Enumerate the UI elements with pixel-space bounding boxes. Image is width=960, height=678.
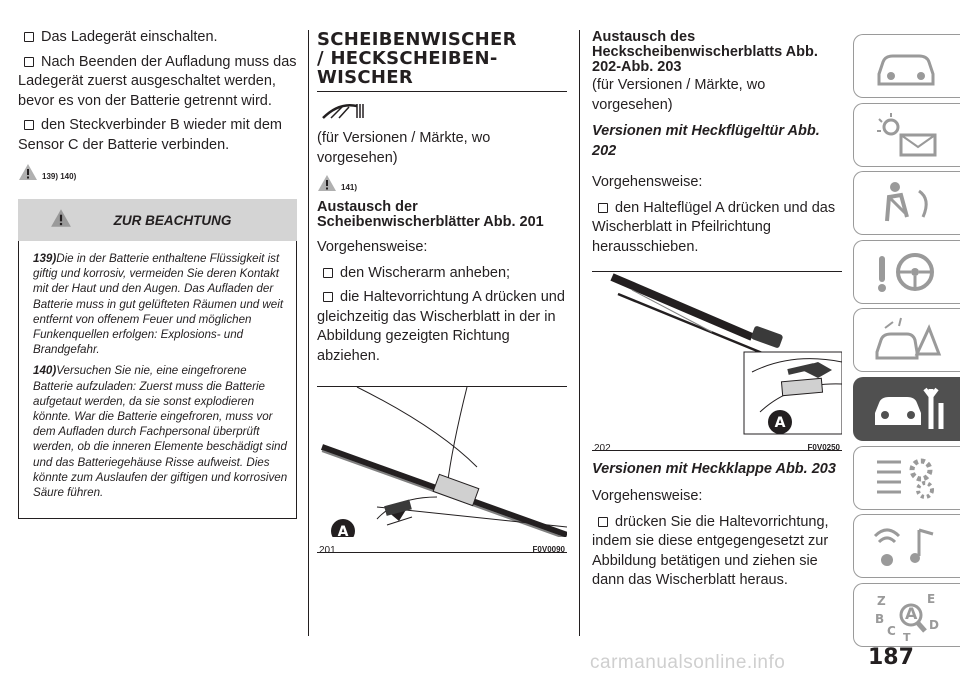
- index-letter: A: [905, 603, 918, 623]
- accident-icon: [869, 314, 945, 366]
- warning-triangle-icon: [317, 174, 337, 192]
- checkbox-bullet-icon: [598, 203, 608, 213]
- tab-safety[interactable]: [853, 171, 960, 235]
- index-letter: C: [887, 623, 896, 638]
- subheading-tailgate: Versionen mit Heckklappe Abb. 203: [592, 461, 836, 477]
- warning-triangle-icon: [18, 163, 38, 181]
- tab-starting-driving[interactable]: [853, 240, 960, 304]
- note-139: 139)Die in der Batterie enthaltene Flüssigkeit ist giftig und korrosiv, vermeiden Sie deren Kontakt mit der Haut und den Augen. Das Aufladen der Batterie muss in gut gelüfteten Räumen und weit entfernt von offenem Feuer und möglichen Funkenquellen erfolgen: Explosions- und Brandgefahr.: [33, 252, 284, 357]
- column-battery-charging: [18, 28, 297, 519]
- figure-caption: 201 F0V0090: [319, 545, 565, 556]
- bullet-item: die Haltevorrichtung A drücken und gleichzeitig das Wischerblatt in der in Abbildung gezeigten Richtung abziehen.: [317, 289, 565, 364]
- warning-lights-icon: [869, 109, 945, 161]
- tab-emergency[interactable]: [853, 308, 960, 372]
- steering-wheel-icon: [869, 246, 945, 298]
- bullet-item: den Steckverbinder B wieder mit dem Sensor C der Batterie verbinden.: [18, 117, 282, 153]
- bullet-item: Nach Beenden der Aufladung muss das Ladegerät zuerst ausgeschaltet werden, bevor es von der Batterie getrennt wird.: [18, 53, 297, 109]
- figure-202: [592, 271, 842, 454]
- watermark: carmanualsonline.info: [590, 652, 786, 673]
- note-box: [18, 241, 297, 519]
- checkbox-bullet-icon: [24, 57, 34, 67]
- chapter-tabs: [853, 34, 960, 651]
- checkbox-bullet-icon: [323, 292, 333, 302]
- gears-icon: [869, 452, 945, 504]
- tab-technical-data[interactable]: [853, 446, 960, 510]
- bullet-item: drücken Sie die Haltevorrichtung, indem sie diese entgegengesetzt zur Abbildung betätigen und ziehen sie dann das Wischerblatt heraus.: [592, 513, 829, 588]
- note-title: ZUR BEACHTUNG: [113, 212, 232, 228]
- music-note-icon: [869, 520, 945, 572]
- page-number: 187: [868, 645, 914, 670]
- warning-reference: 139) 140): [18, 163, 297, 181]
- column-wiper: SCHEIBENWISCHER / HECKSCHEIBEN- WISCHER (für Versionen / Märkte, wo vorgesehen) 141) Austausch der Scheibenwischerblätter Abb. 201 Vorgehensweise: den Wischerarm anheben; die Haltevorrichtung A drücken und gleichzeitig das Wischerblatt in der in Abbildung gezeigten Richtung abziehen. A 201 F0V0090: [317, 29, 565, 556]
- index-search-icon: [869, 589, 945, 641]
- column-rear-wiper: Austausch des Heckscheibenwischerblatts Abb. 202-Abb. 203 (für Versionen / Märkte, wo vorgesehen) Versionen mit Heckflügeltür Abb. 202 Vorgehensweise: den Halteflügel A drücken und das Wischerblatt in Pfeilrichtung herausschieben. A 202 F0V0250 Versionen mit Heckklappe Abb. 203 Vorgehensweise: drücken Sie die Haltevorrichtung, indem sie diese entgegengesetzt zur Abbildung betätigen und ziehen sie dann das Wischerblatt heraus.: [592, 30, 842, 596]
- bullet-item: Das Ladegerät einschalten.: [18, 28, 297, 48]
- bullet-item: den Wischerarm anheben;: [317, 264, 567, 284]
- tab-maintenance[interactable]: [853, 377, 960, 441]
- index-letter: E: [927, 591, 936, 606]
- figure-202-illustration: [592, 272, 842, 435]
- figure-201: [317, 386, 567, 556]
- index-letter: B: [875, 611, 885, 626]
- subheading-front-wiper: Austausch der Scheibenwischerblätter Abb. 201: [317, 199, 544, 230]
- index-letter: Z: [877, 593, 886, 608]
- tab-instruments[interactable]: [853, 103, 960, 167]
- figure-caption: 202 F0V0250: [594, 443, 840, 454]
- note-header: [18, 199, 297, 241]
- warning-triangle-icon: [50, 208, 72, 228]
- tab-multimedia[interactable]: [853, 514, 960, 578]
- checkbox-bullet-icon: [598, 517, 608, 527]
- subheading-tailgate-door: Versionen mit Heckflügeltür Abb. 202: [592, 123, 820, 159]
- checkbox-bullet-icon: [24, 120, 34, 130]
- warning-reference: 141): [317, 174, 567, 192]
- tab-car-overview[interactable]: [853, 34, 960, 98]
- note-140: 140)Versuchen Sie nie, eine eingefrorene Batterie aufzuladen: Zuerst muss die Batterie aufgetaut werden, da sie sonst explodieren könnte. War die Batterie eingefroren, muss vor dem Aufladen durch Fachpersonal überprüft werden, ob die inneren Elemente beschädigt sind und das Batteriegehäuse Risse aufweist. Dies könnte zum Auslaufen der giftigen und korrosiven Säure führen.: [33, 364, 288, 500]
- section-heading: SCHEIBENWISCHER / HECKSCHEIBEN- WISCHER: [317, 29, 517, 88]
- figure-label-a: A: [774, 415, 786, 431]
- figure-label-a: A: [337, 524, 349, 537]
- column-divider: [308, 30, 309, 636]
- column-divider: [579, 30, 580, 636]
- subheading-rear-wiper: Austausch des Heckscheibenwischerblatts Abb. 202-Abb. 203: [592, 29, 818, 75]
- checkbox-bullet-icon: [24, 32, 34, 42]
- checkbox-bullet-icon: [323, 268, 333, 278]
- tab-index[interactable]: [853, 583, 960, 647]
- index-letter: D: [929, 617, 939, 632]
- figure-201-illustration: [317, 387, 567, 537]
- heading-rule: [317, 91, 567, 92]
- car-wrench-icon: [869, 383, 945, 435]
- bullet-item: den Halteflügel A drücken und das Wischerblatt in Pfeilrichtung herausschieben.: [592, 199, 836, 255]
- car-icon: [869, 40, 945, 92]
- seatbelt-icon: [869, 177, 945, 229]
- wiper-symbol-icon: [317, 100, 367, 122]
- index-letter: T: [903, 630, 911, 641]
